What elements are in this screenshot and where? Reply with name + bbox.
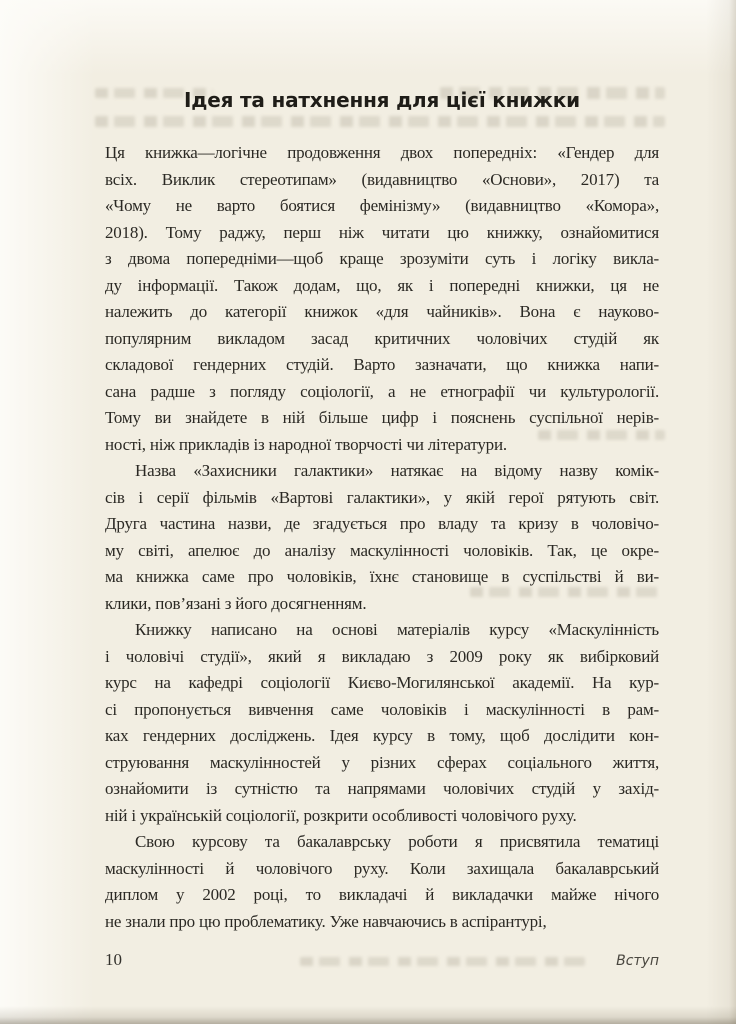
text-line: 2018). Тому раджу, перш ніж читати цю книжку, ознайомитися [105,222,659,242]
text-line: з двома попередніми—щоб краще зрозуміти суть і логіку викла- [105,249,659,268]
text-line: Книжку написано на основі матеріалів курсу «Маскулінність [135,620,659,639]
text-line: популярним викладом засад критичних чоловічих студій як [105,328,659,348]
text-line: всіх. Виклик стереотипам» (видавництво «Основи», 2017) та [105,169,659,189]
text-line: ма книжка саме про чоловіків, їхнє становище в суспільстві й ви- [105,567,659,586]
text-line: струювання маскулінностей у різних сферах соціального життя, [105,752,659,772]
text-line: належить до категорії книжок «для чайників». Вона є науково- [105,302,659,321]
show-through-text [95,116,665,127]
text-line: «Чому не варто боятися фемінізму» (видавництво «Комора», [105,196,659,215]
text-line: і чоловічі студії», який я викладаю з 2009 року як вибірковий [105,646,659,666]
text-line: ознайомити із сутністю та напрямами чоловічих студій у захід- [105,779,659,798]
text-line: ках гендерних досліджень. Ідея курсу в тому, щоб дослідити кон- [105,726,659,745]
running-footer-section: Вступ [616,953,659,969]
text-line: не знали про цю проблематику. Уже навчаючись в аспірантурі, [105,911,547,931]
text-line: Ця книжка—логічне продовження двох попередніх: «Гендер для [105,143,659,162]
text-line: Друга частина назви, де згадується про владу та кризу в чоловічо- [105,514,659,533]
text-line: ній і українській соціології, розкрити особливості чоловічого руху. [105,805,577,825]
text-line: Назва «Захисники галактики» натякає на відому назву комік- [135,461,659,480]
chapter-heading: Ідея та натхнення для цієї книжки [184,88,580,112]
text-line: му світі, апелює до аналізу маскулінності чоловіків. Так, це окре- [105,540,659,560]
text-line: клики, пов’язані з його досягненням. [105,593,367,613]
text-line: диплом у 2002 році, то викладачі й викладачки майже нічого [105,885,659,904]
text-line: ду інформації. Також додам, що, як і попередні книжки, ця не [105,275,659,295]
text-line: Свою курсову та бакалаврську роботи я присвятила тематиці [135,832,659,851]
text-line: маскулінності й чоловічого руху. Коли захищала бакалаврський [105,858,659,878]
text-line: курс на кафедрі соціології Києво-Могилянської академії. На кур- [105,673,659,692]
text-line: сі пропонується вивчення саме чоловіків і маскулінності в рам- [105,699,659,719]
text-line: сана радше з погляду соціології, а не етнографії чи культурології. [105,381,659,401]
text-line: Тому ви знайдете в ній більше цифр і пояснень суспільної нерів- [105,408,659,427]
page-footer [105,950,659,970]
text-line: складової гендерних студій. Варто зазначати, що книжка напи- [105,355,659,374]
text-line: сів і серії фільмів «Вартові галактики», у якій герої рятують світ. [105,487,659,507]
text-line: ності, ніж прикладів із народної творчості чи літератури. [105,434,507,454]
page-number: 10 [105,950,122,969]
body-text [105,140,659,935]
